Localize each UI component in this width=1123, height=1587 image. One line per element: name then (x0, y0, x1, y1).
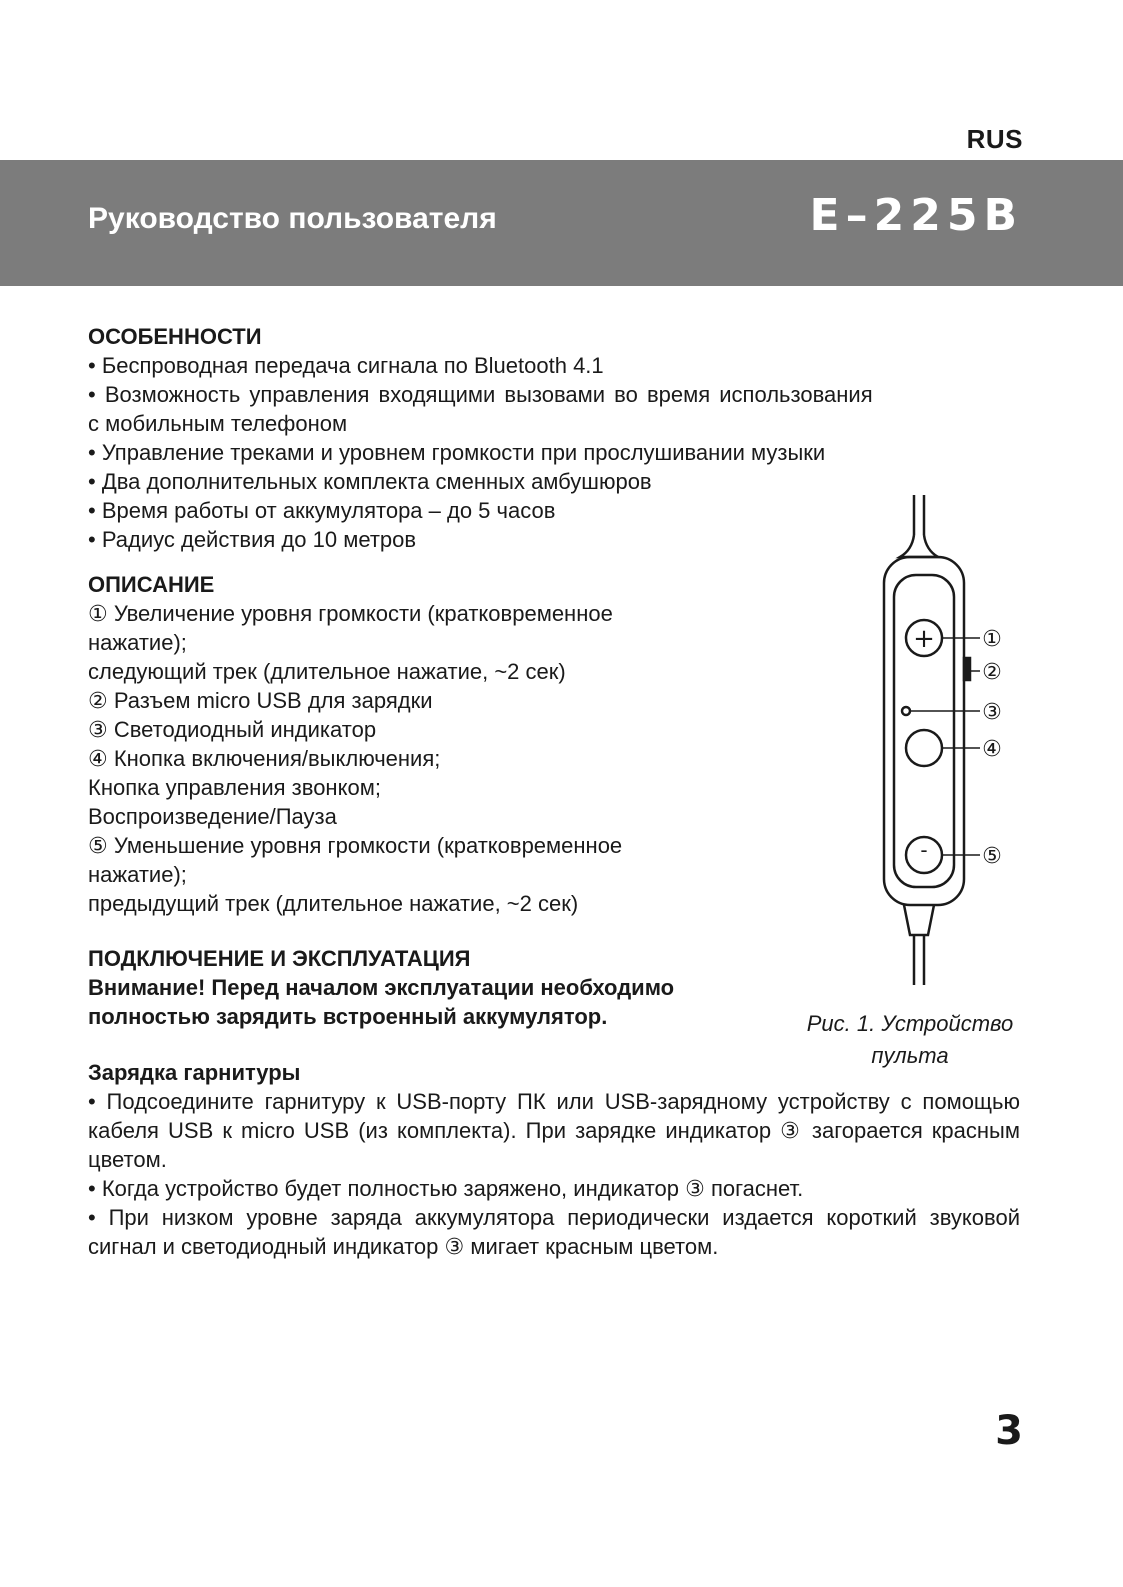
description-section (88, 570, 622, 918)
features-heading: ОСОБЕННОСТИ (88, 324, 262, 349)
description-line: следующий трек (длительное нажатие, ~2 сек) (88, 659, 566, 684)
charging-paragraph: • При низком уровне заряда аккумулятора периодически издается короткий звуковой сигнал и светодиодный индикатор ③ мигает красным цветом. (88, 1205, 1020, 1259)
remote-control-figure (870, 495, 1030, 995)
callout-3: ③ (982, 700, 1002, 725)
feature-line: • Два дополнительных комплекта сменных амбушюров (88, 469, 652, 494)
description-line: ② Разъем micro USB для зарядки (88, 688, 433, 713)
features-section (88, 322, 873, 554)
feature-line: с мобильным телефоном (88, 411, 348, 436)
description-line: нажатие); (88, 630, 187, 655)
model-name: E–225B (809, 190, 1023, 241)
page-number: 3 (995, 1408, 1023, 1454)
description-line: предыдущий трек (длительное нажатие, ~2 сек) (88, 891, 579, 916)
page-title: Руководство пользователя (88, 202, 497, 235)
power-button (906, 730, 942, 766)
description-line: нажатие); (88, 862, 187, 887)
description-line: ③ Светодиодный индикатор (88, 717, 377, 742)
description-line: Кнопка управления звонком; (88, 775, 381, 800)
bottom-cable (914, 935, 924, 985)
feature-line: • Время работы от аккумулятора – до 5 часов (88, 498, 556, 523)
description-line: ⑤ Уменьшение уровня громкости (кратковременное (88, 833, 623, 858)
header-banner (0, 160, 1123, 286)
feature-line: • Беспроводная передача сигнала по Bluetooth 4.1 (88, 353, 604, 378)
feature-line: • Управление треками и уровнем громкости при прослушивании музыки (88, 440, 826, 465)
callout-4: ④ (982, 737, 1002, 762)
warning-line: Внимание! Перед началом эксплуатации необходимо (88, 975, 675, 1000)
description-heading: ОПИСАНИЕ (88, 572, 215, 597)
micro-usb-port (964, 658, 970, 680)
top-cable (914, 495, 924, 535)
feature-line: • Радиус действия до 10 метров (88, 527, 417, 552)
language-label: RUS (966, 124, 1023, 154)
minus-symbol: - (920, 838, 928, 862)
charging-paragraph: • Когда устройство будет полностью заряжено, индикатор ③ погаснет. (88, 1176, 804, 1201)
charging-section (88, 1058, 300, 1087)
feature-line: • Возможность управления входящими вызовами во время использования (88, 382, 873, 407)
top-strain-relief (900, 535, 938, 557)
callout-2: ② (982, 660, 1002, 685)
description-line: ① Увеличение уровня громкости (кратковременное (88, 601, 613, 626)
caption-line: пульта (871, 1043, 949, 1068)
charging-paragraph: • Подсоедините гарнитуру к USB-порту ПК или USB-зарядному устройству с помощью кабеля USB к micro USB (из комплекта). При зарядке индикатор ③ загорается красным цветом. (88, 1089, 1020, 1172)
figure-caption (790, 1008, 1030, 1072)
connection-section (88, 944, 674, 1031)
warning-line: полностью зарядить встроенный аккумулятор. (88, 1004, 608, 1029)
callout-1: ① (982, 627, 1002, 652)
caption-line: Рис. 1. Устройство (806, 1011, 1014, 1036)
description-line: Воспроизведение/Пауза (88, 804, 337, 829)
charging-heading: Зарядка гарнитуры (88, 1060, 301, 1085)
description-line: ④ Кнопка включения/выключения; (88, 746, 441, 771)
charging-paragraphs (88, 1087, 1020, 1261)
bottom-strain-relief (904, 905, 934, 935)
led-indicator (902, 707, 910, 715)
callout-5: ⑤ (982, 844, 1002, 869)
connection-heading: ПОДКЛЮЧЕНИЕ И ЭКСПЛУАТАЦИЯ (88, 946, 471, 971)
plus-symbol: + (913, 624, 935, 654)
